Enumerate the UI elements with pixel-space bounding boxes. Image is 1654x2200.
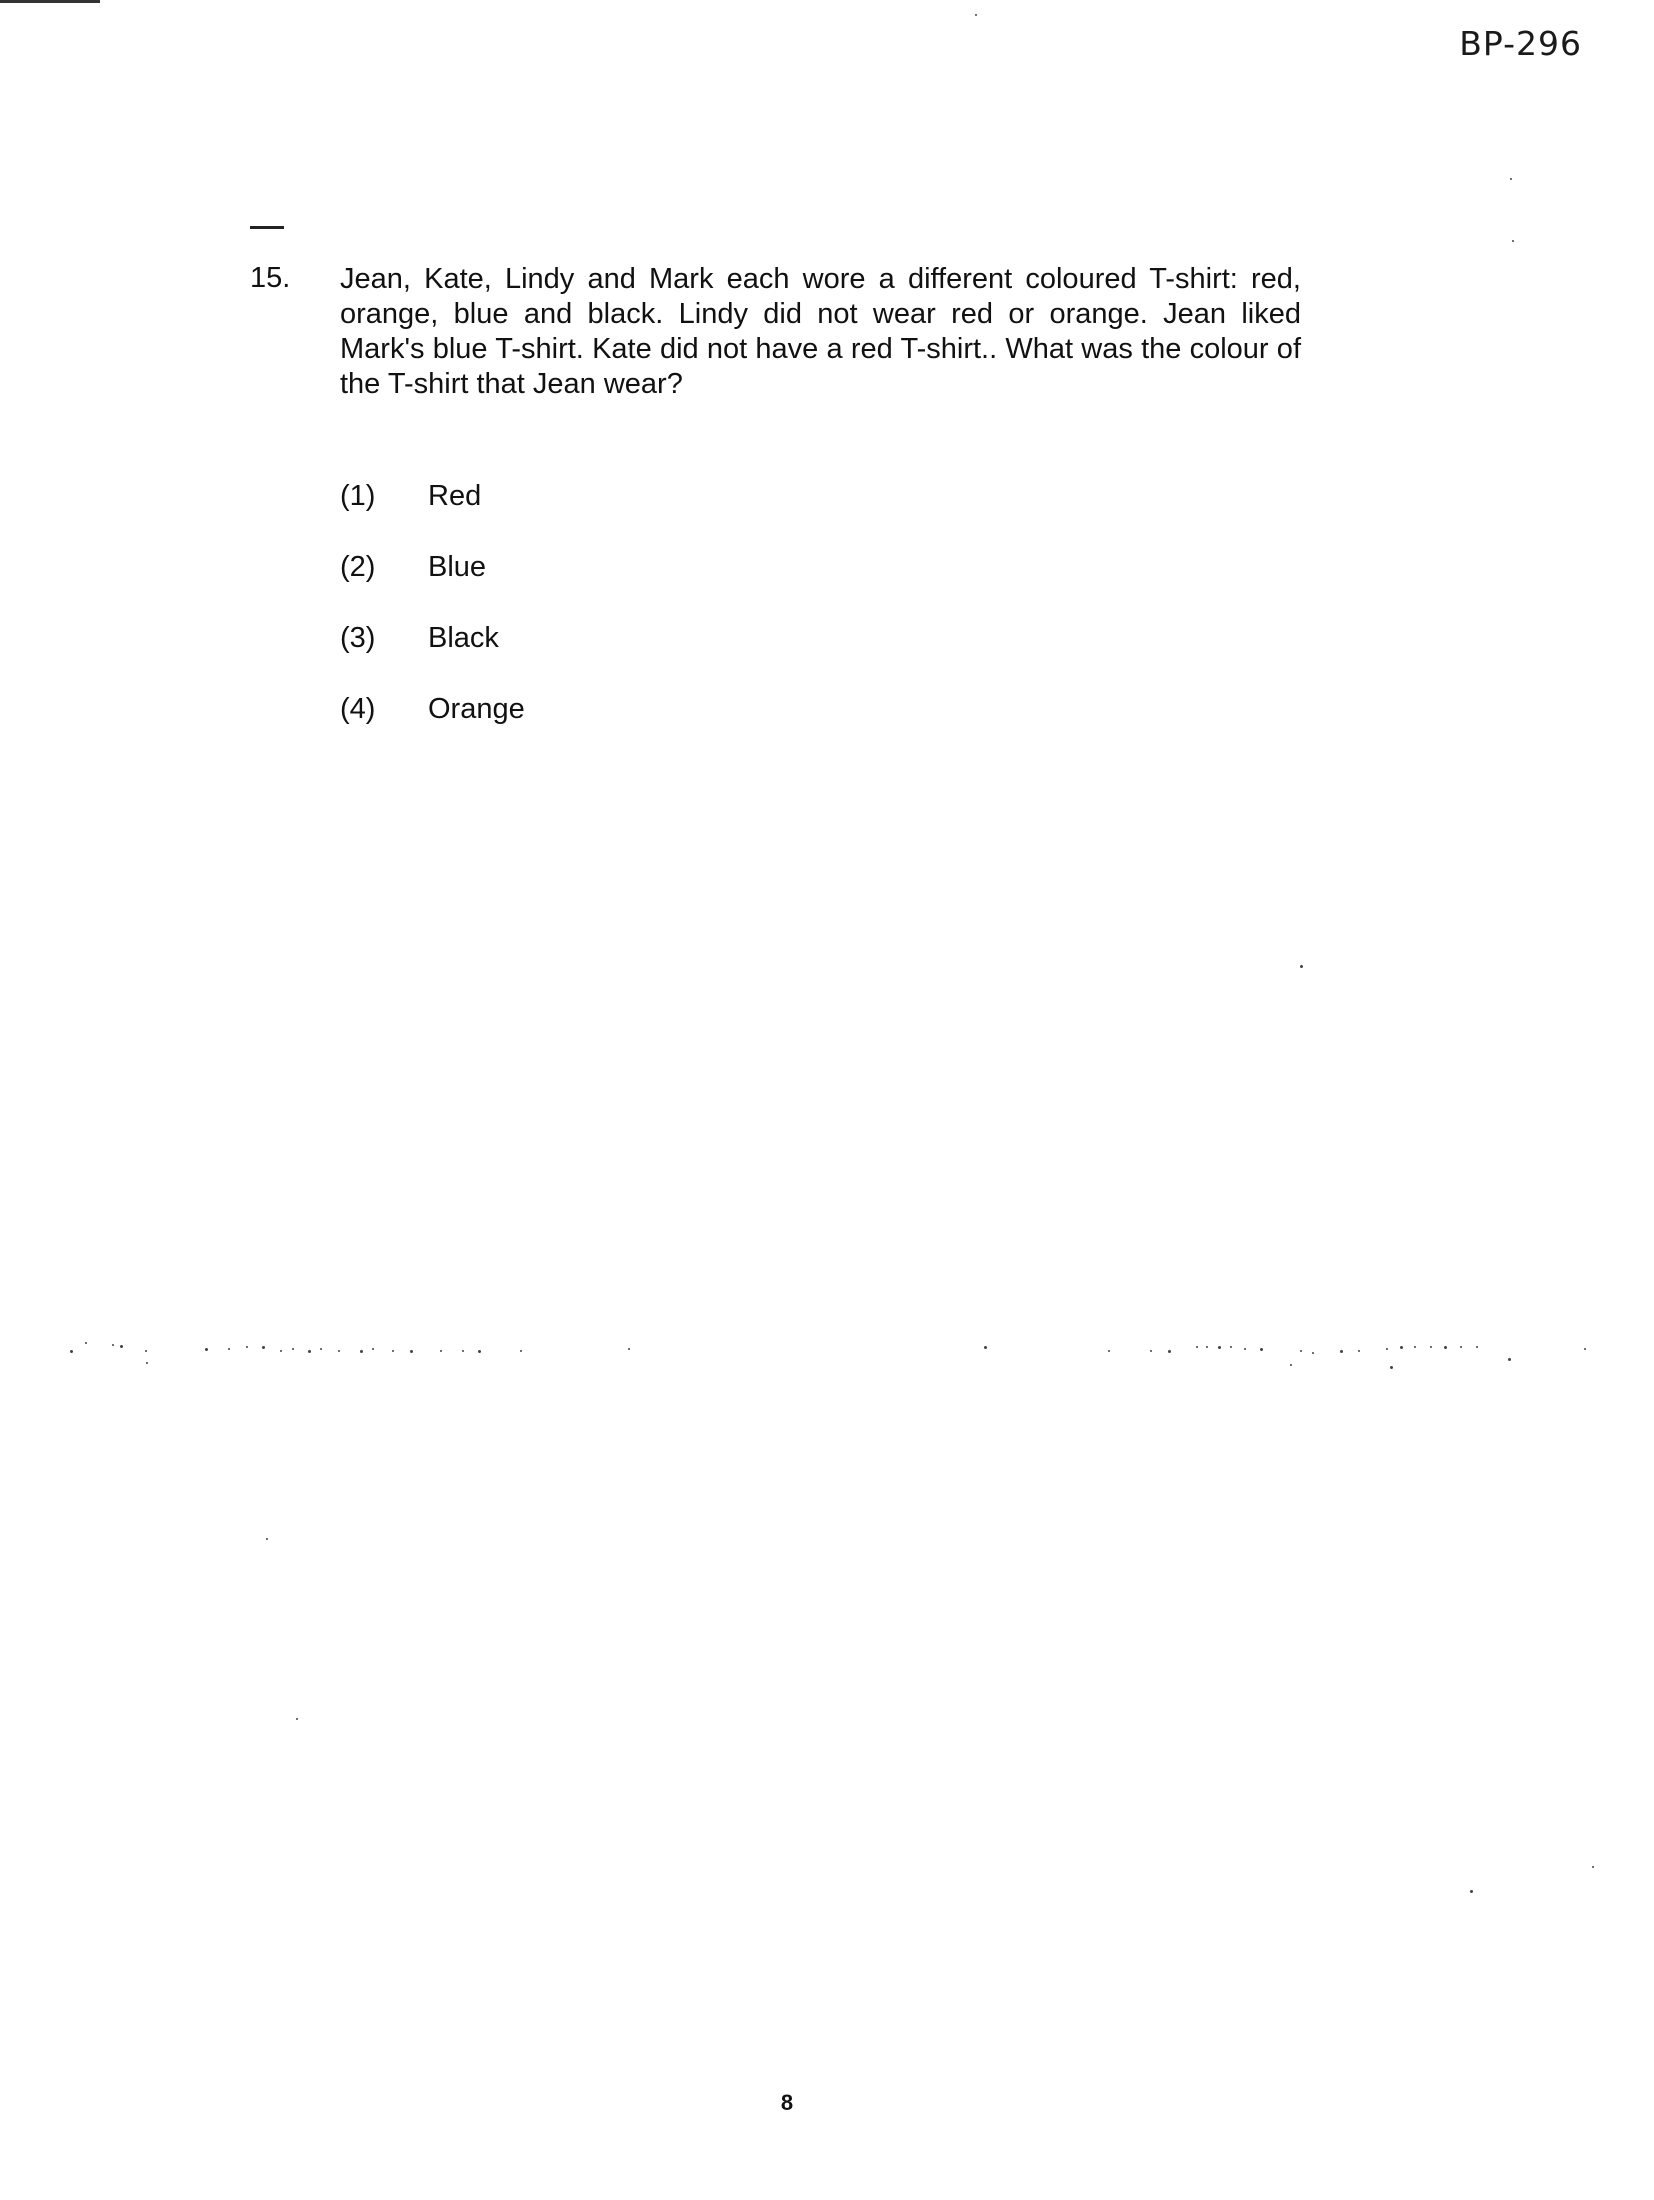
scan-speck: [1300, 1350, 1302, 1352]
scan-speck: [1150, 1350, 1152, 1352]
document-code: BP-296: [1459, 24, 1582, 63]
margin-dash: [250, 226, 284, 229]
option-number: (2): [340, 551, 376, 583]
scan-speck: [146, 1362, 148, 1364]
question-number: 15.: [250, 262, 291, 294]
option-number: (1): [340, 480, 376, 512]
scan-speck: [120, 1345, 123, 1348]
option-text: Blue: [428, 551, 487, 583]
scan-speck: [228, 1348, 230, 1350]
scan-speck: [628, 1348, 630, 1350]
scan-speck: [1358, 1350, 1360, 1352]
option-number: (3): [340, 622, 376, 654]
scan-speck: [292, 1348, 294, 1350]
option-number: (4): [340, 693, 376, 725]
scan-speck: [462, 1350, 464, 1352]
scan-speck: [262, 1346, 265, 1349]
scan-speck: [1108, 1350, 1110, 1352]
scan-speck: [205, 1348, 208, 1351]
scan-speck: [975, 14, 977, 16]
scan-speck: [1290, 1364, 1292, 1366]
option-text: Red: [428, 480, 482, 512]
scan-speck: [266, 1538, 268, 1540]
scan-speck: [1400, 1346, 1403, 1349]
scan-speck: [520, 1350, 522, 1352]
option-text: Black: [428, 622, 499, 654]
scan-speck: [1218, 1346, 1221, 1349]
scan-speck: [1430, 1346, 1432, 1348]
scan-speck: [392, 1350, 394, 1352]
scan-speck: [1508, 1358, 1511, 1361]
scan-speck: [280, 1350, 282, 1352]
scan-speck: [1510, 178, 1512, 180]
scan-speck: [246, 1346, 248, 1348]
page-number: 8: [780, 2090, 794, 2115]
scan-speck: [440, 1350, 442, 1352]
scan-speck: [372, 1348, 374, 1350]
option-text: Orange: [428, 693, 525, 725]
scan-speck: [1592, 1866, 1594, 1868]
scan-speck: [1340, 1350, 1343, 1353]
scan-speck: [145, 1350, 147, 1352]
scan-edge-rule: [0, 0, 100, 3]
scan-speck: [1260, 1348, 1263, 1351]
scan-speck: [320, 1348, 322, 1350]
scan-speck: [1300, 965, 1303, 968]
scan-speck: [1196, 1346, 1198, 1348]
scan-speck: [1390, 1366, 1393, 1369]
scan-speck: [1512, 240, 1514, 242]
scan-speck: [112, 1344, 114, 1346]
scan-speck: [1444, 1346, 1447, 1349]
scan-speck: [478, 1350, 481, 1353]
scan-speck: [410, 1350, 413, 1353]
scan-speck: [1168, 1350, 1171, 1353]
scan-speck: [1476, 1346, 1478, 1348]
scan-speck: [1206, 1346, 1208, 1348]
scan-speck: [308, 1350, 311, 1353]
scan-speck: [85, 1342, 87, 1344]
scan-speck: [1312, 1352, 1314, 1354]
scan-speck: [1244, 1348, 1246, 1350]
scan-speck: [338, 1350, 340, 1352]
scan-speck: [1460, 1346, 1462, 1348]
scan-speck: [1386, 1348, 1388, 1350]
scan-speck: [1414, 1346, 1416, 1348]
scan-speck: [296, 1718, 298, 1720]
question-text: Jean, Kate, Lindy and Mark each wore a different coloured T-shirt: red, orange, blue and black. Lindy did not wear red or orange. Jean liked Mark's blue T-shirt. Kate did not have a red T-shirt.. What was the colour of the T-shirt that Jean wear?: [340, 263, 1301, 400]
scan-speck: [984, 1346, 987, 1349]
scan-speck: [1584, 1348, 1586, 1350]
scan-speck: [360, 1350, 363, 1353]
scan-speck: [1230, 1346, 1232, 1348]
scan-speck: [70, 1350, 73, 1353]
scan-speck: [1470, 1890, 1473, 1893]
